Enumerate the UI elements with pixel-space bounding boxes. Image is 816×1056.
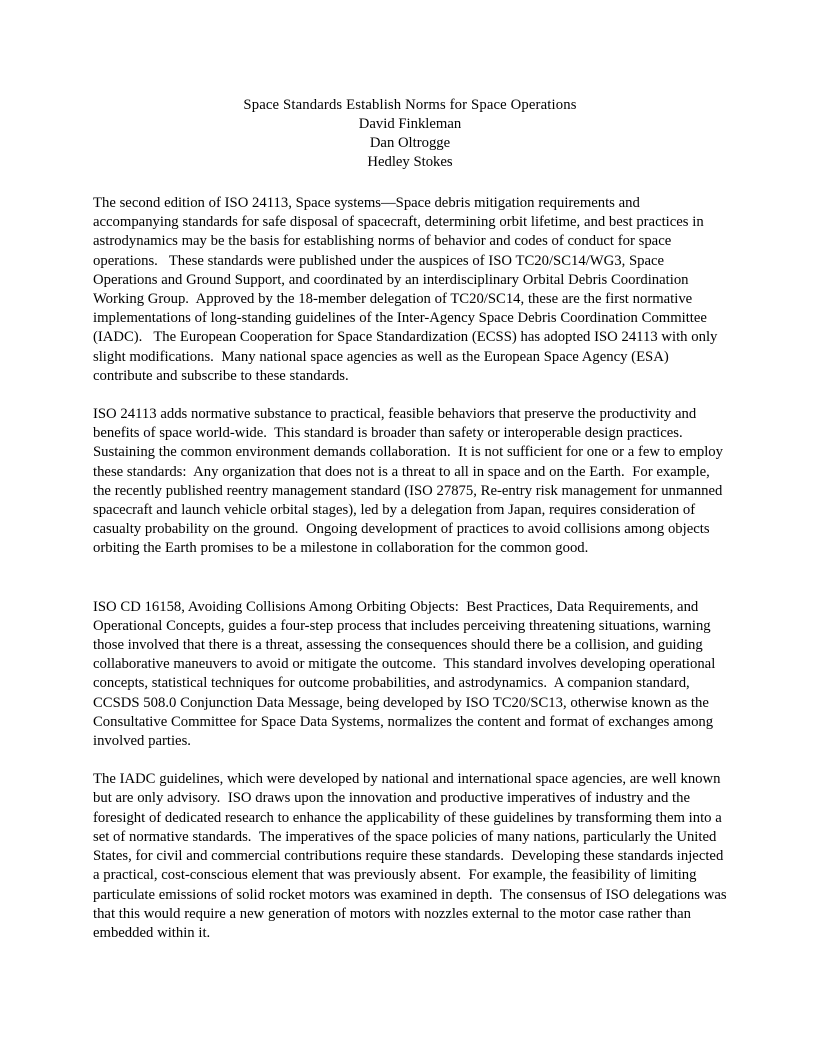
title-block	[93, 96, 727, 172]
author-name-2: Dan Oltrogge	[369, 135, 451, 151]
author-name-3: Hedley Stokes	[367, 154, 453, 170]
author-name-1: David Finkleman	[358, 116, 462, 132]
body-paragraph-1: The second edition of ISO 24113, Space systems—Space debris mitigation requirements and accompanying standards for safe disposal of spacecraft, determining orbit lifetime, and best practices in astrodynamics may be the basis for establishing norms of behavior and codes of conduct for space operations. These standards were published under the auspices of ISO TC20/SC14/WG3, Space Operations and Ground Support, and coordinated by an interdisciplinary Orbital Debris Coordination Working Group. Approved by the 18-member delegation of TC20/SC14, these are the first normative implementations of long-standing guidelines of the Inter-Agency Space Debris Coordination Committee (IADC). The European Cooperation for Space Standardization (ECSS) has adopted ISO 24113 with only slight modifications. Many national space agencies as well as the European Space Agency (ESA) contribute and subscribe to these standards.	[93, 195, 722, 384]
document-body	[93, 96, 731, 943]
body-paragraph-3: ISO CD 16158, Avoiding Collisions Among Orbiting Objects: Best Practices, Data Requirements, and Operational Concepts, guides a four-step process that includes perceiving threatening situations, warning those involved that there is a threat, assessing the consequences should there be a collision, and guiding collaborative maneuvers to avoid or mitigate the outcome. This standard involves developing operational concepts, statistical techniques for outcome probabilities, and astrodynamics. A companion standard, CCSDS 508.0 Conjunction Data Message, being developed by ISO TC20/SC13, otherwise known as the Consultative Committee for Space Data Systems, normalizes the content and format of exchanges among involved parties.	[93, 598, 720, 750]
body-paragraph-4: The IADC guidelines, which were developed by national and international space agencies, are well known but are only advisory. ISO draws upon the innovation and productive imperatives of industry and the foresight of dedicated research to enhance the applicability of these guidelines by transforming them into a set of normative standards. The imperatives of the space policies of many nations, particularly the United States, for civil and commercial contributions require these standards. Developing these standards injected a practical, cost-conscious element that was previously absent. For example, the feasibility of limiting particulate emissions of solid rocket motors was examined in depth. The consensus of ISO delegations was that this would require a new generation of motors with nozzles external to the motor case rather than embedded within it.	[93, 771, 731, 941]
page-title: Space Standards Establish Norms for Space Operations	[243, 97, 577, 113]
body-paragraph-2: ISO 24113 adds normative substance to practical, feasible behaviors that preserve the productivity and benefits of space world-wide. This standard is broader than safety or interoperable design practices. Sustaining the common environment demands collaboration. It is not sufficient for one or a few to employ these standards: Any organization that does not is a threat to all in space and on the Earth. For example, the recently published reentry management standard (ISO 27875, Re-entry risk management for unmanned spacecraft and launch vehicle orbital stages), led by a delegation from Japan, requires consideration of casualty probability on the ground. Ongoing development of practices to avoid collisions among objects orbiting the Earth promises to be a milestone in collaboration for the common good.	[93, 406, 727, 557]
